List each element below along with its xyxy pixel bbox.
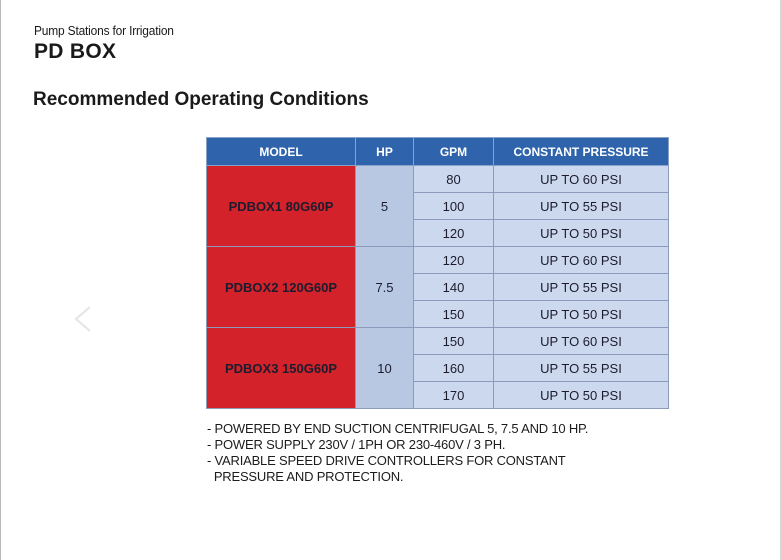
feature-notes xyxy=(207,421,588,485)
pressure-cell: UP TO 60 PSI xyxy=(494,328,669,355)
model-cell: PDBOX3 150G60P xyxy=(207,328,356,409)
gpm-cell: 150 xyxy=(414,301,494,328)
table-row xyxy=(207,247,669,274)
gpm-cell: 120 xyxy=(414,247,494,274)
frame-left-border xyxy=(0,0,1,560)
note-line: - POWERED BY END SUCTION CENTRIFUGAL 5, 7.5 AND 10 HP. xyxy=(207,421,589,436)
gpm-cell: 160 xyxy=(414,355,494,382)
chevron-left-icon xyxy=(70,304,100,334)
column-header-gpm: GPM xyxy=(414,138,494,166)
pressure-cell: UP TO 60 PSI xyxy=(494,247,669,274)
pressure-cell: UP TO 50 PSI xyxy=(494,220,669,247)
table-header-row xyxy=(207,138,669,166)
previous-slide-button[interactable] xyxy=(70,304,100,334)
gpm-cell: 80 xyxy=(414,166,494,193)
gpm-cell: 140 xyxy=(414,274,494,301)
gpm-cell: 100 xyxy=(414,193,494,220)
page-title: PD BOX xyxy=(34,40,117,63)
operating-conditions-table xyxy=(206,137,669,409)
note-line: PRESSURE AND PROTECTION. xyxy=(207,469,404,484)
pressure-cell: UP TO 60 PSI xyxy=(494,166,669,193)
pressure-cell: UP TO 50 PSI xyxy=(494,301,669,328)
table-row xyxy=(207,166,669,193)
pressure-cell: UP TO 55 PSI xyxy=(494,193,669,220)
pressure-cell: UP TO 55 PSI xyxy=(494,274,669,301)
pressure-cell: UP TO 50 PSI xyxy=(494,382,669,409)
note-line: - VARIABLE SPEED DRIVE CONTROLLERS FOR CONSTANT xyxy=(207,453,566,468)
column-header-pressure: CONSTANT PRESSURE xyxy=(494,138,669,166)
page-subtitle: Pump Stations for Irrigation xyxy=(34,23,174,38)
gpm-cell: 150 xyxy=(414,328,494,355)
hp-cell: 10 xyxy=(356,328,414,409)
table-row xyxy=(207,328,669,355)
hp-cell: 7.5 xyxy=(356,247,414,328)
model-cell: PDBOX2 120G60P xyxy=(207,247,356,328)
section-title: Recommended Operating Conditions xyxy=(33,89,369,110)
hp-cell: 5 xyxy=(356,166,414,247)
column-header-hp: HP xyxy=(356,138,414,166)
gpm-cell: 170 xyxy=(414,382,494,409)
pressure-cell: UP TO 55 PSI xyxy=(494,355,669,382)
note-line: - POWER SUPPLY 230V / 1PH OR 230-460V / 3 PH. xyxy=(207,437,506,452)
gpm-cell: 120 xyxy=(414,220,494,247)
column-header-model: MODEL xyxy=(207,138,356,166)
model-cell: PDBOX1 80G60P xyxy=(207,166,356,247)
